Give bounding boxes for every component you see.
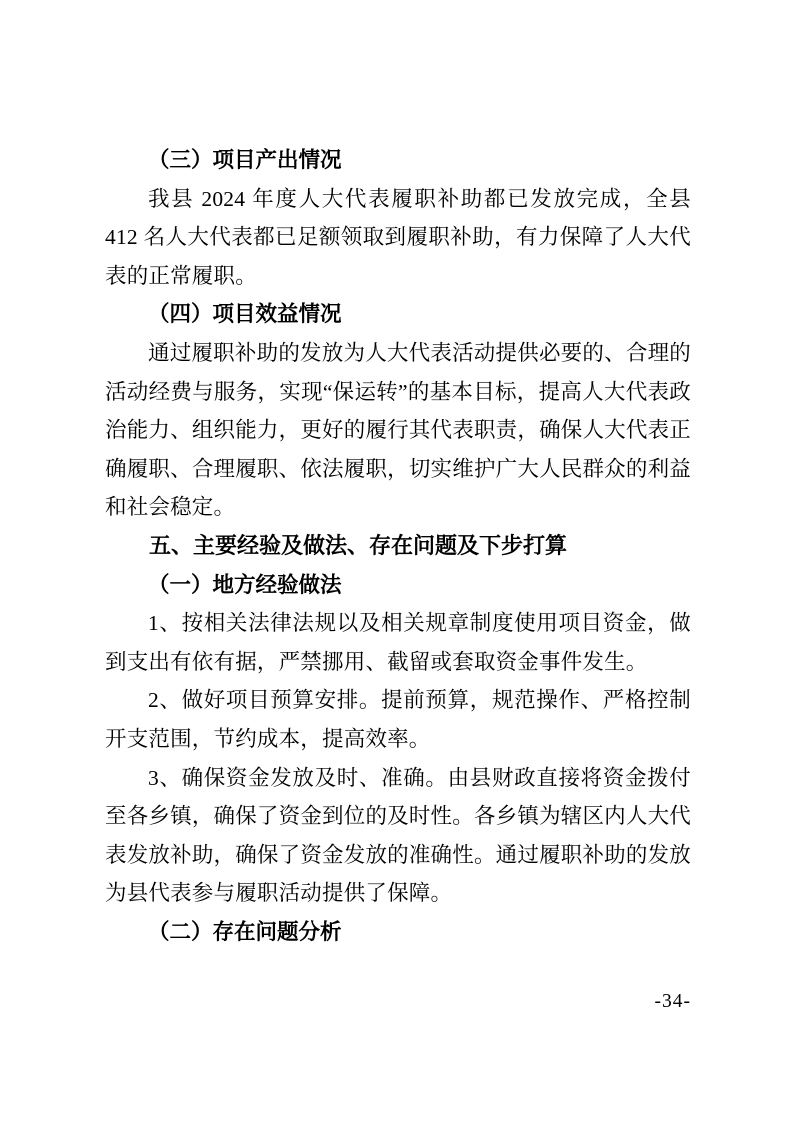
paragraph-experience-item-3: 3、确保资金发放及时、准确。由县财政直接将资金拨付至各乡镇，确保了资金到位的及时性。各乡镇为辖区内人大代表发放补助，确保了资金发放的准确性。通过履职补助的发放为县代表参与履职活动提供了保障。 [105, 765, 691, 906]
section-heading-project-benefit: （四）项目效益情况 [148, 302, 342, 327]
paragraph-project-output: 我县 2024 年度人大代表履职补助都已发放完成，全县 412 名人大代表都已足额领取到履职补助，有力保障了人大代表的正常履职。 [105, 186, 691, 288]
section-heading-problem-analysis: （二）存在问题分析 [148, 919, 342, 944]
section-heading-project-output: （三）项目产出情况 [148, 148, 342, 172]
chapter-heading-experience-issues: 五、主要经验及做法、存在问题及下步打算 [149, 532, 568, 558]
paragraph-project-benefit: 通过履职补助的发放为人大代表活动提供必要的、合理的活动经费与服务，实现“保运转”的基本目标，提高人大代表政治能力、组织能力，更好的履行其代表职责，确保人大代表正确履职、合理履职、依法履职，切实维护广大人民群众的利益和社会稳定。 [105, 340, 691, 520]
paragraph-experience-item-2: 2、做好项目预算安排。提前预算，规范操作、严格控制开支范围，节约成本，提高效率。 [105, 688, 691, 751]
section-heading-local-experience: （一）地方经验做法 [148, 572, 342, 597]
paragraph-experience-item-1: 1、按相关法律法规以及相关规章制度使用项目资金，做到支出有依有据，严禁挪用、截留或套取资金事件发生。 [105, 611, 691, 674]
page-number: -34- [654, 991, 691, 1012]
document-body [105, 141, 691, 951]
